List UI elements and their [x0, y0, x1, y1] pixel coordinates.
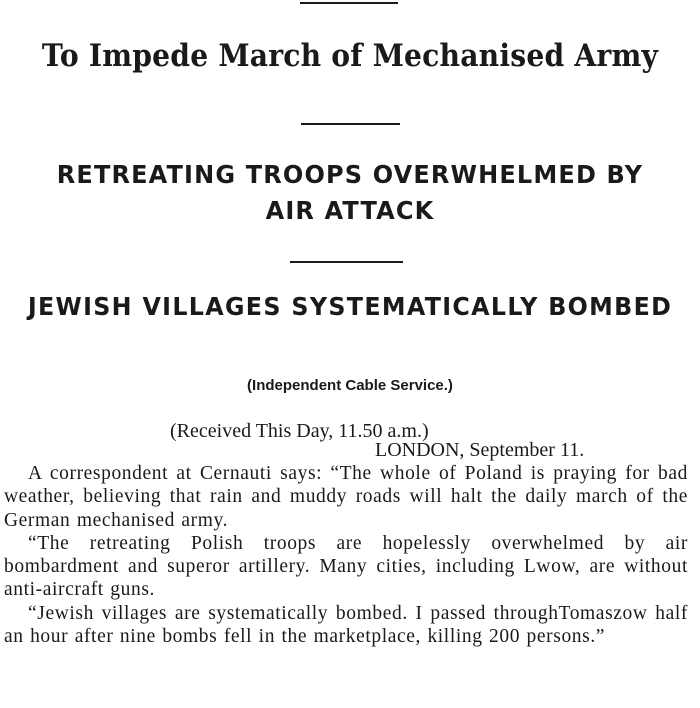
divider-1 — [301, 123, 400, 125]
headline: To Impede March of Mechanised Army — [41, 38, 659, 74]
subheadline: RETREATING TROOPS OVERWHELMED BY AIR ATTACK — [56, 160, 644, 225]
paragraph: A correspondent at Cernauti says: “The whole of Poland is praying for bad weather, believing that rain and muddy roads will halt the daily march of the German mechanised army. — [4, 463, 688, 531]
paragraph: “The retreating Polish troops are hopelessly overwhelmed by air bombardment and superor artillery. Many cities, including Lwow, are without anti-aircraft guns. — [4, 532, 688, 601]
received-line: (Received This Day, 11.50 a.m.) — [170, 420, 429, 442]
divider-2 — [290, 261, 403, 263]
article-body — [4, 462, 688, 648]
subheadline-2: JEWISH VILLAGES SYSTEMATICALLY BOMBED — [27, 292, 673, 321]
top-divider — [300, 2, 398, 4]
service-credit: (Independent Cable Service.) — [247, 377, 453, 394]
paragraph: “Jewish villages are systematically bombed. I passed throughTomaszow half an hour after nine bombs fell in the marketplace, killing 200 persons.” — [4, 602, 688, 648]
dateline: LONDON, September 11. — [375, 439, 585, 461]
